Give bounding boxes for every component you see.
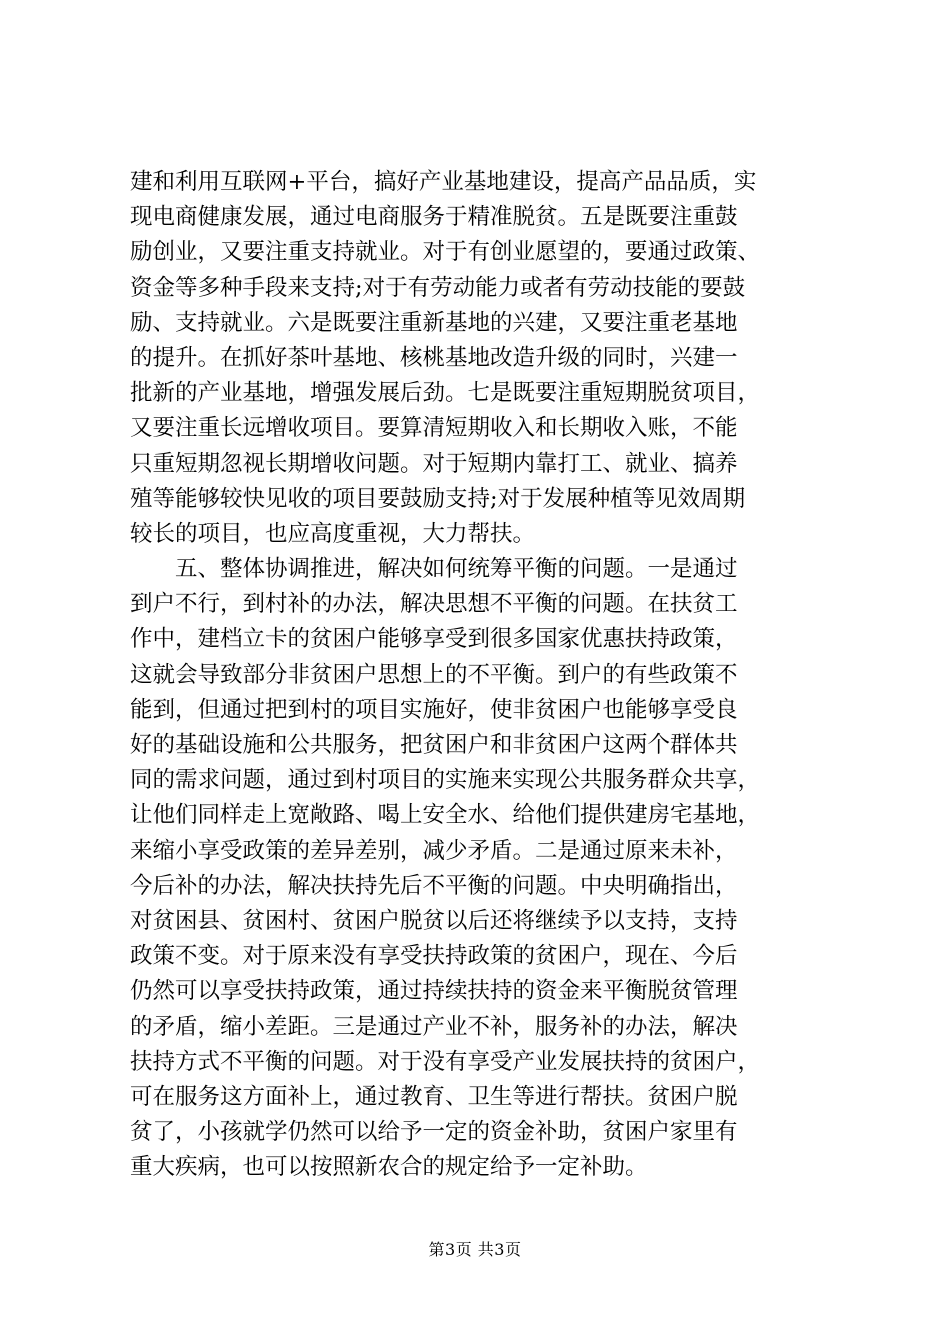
text-line: 重大疾病，也可以按照新农合的规定给予一定补助。 [130,1154,648,1181]
text-line: 的提升。在抓好茶叶基地、核桃基地改造升级的同时，兴建一 [130,344,738,371]
text-line: 现电商健康发展，通过电商服务于精准脱贫。五是既要注重鼓 [130,204,738,231]
text-line: 同的需求问题，通过到村项目的实施来实现公共服务群众共享， [130,767,761,794]
text-line: 又要注重长远增收项目。要算清短期收入和长期收入账，不能 [130,415,738,442]
text-line: 好的基础设施和公共服务，把贫困户和非贫困户这两个群体共 [130,732,738,758]
text-line: 让他们同样走上宽敞路、喝上安全水、给他们提供建房宅基地， [130,802,761,829]
text-line: 扶持方式不平衡的问题。对于没有享受产业发展扶持的贫困户， [130,1048,761,1075]
text-line: 这就会导致部分非贫困户思想上的不平衡。到户的有些政策不 [130,661,738,688]
text-line: 五、整体协调推进，解决如何统筹平衡的问题。一是通过 [130,556,738,583]
text-line: 到户不行，到村补的办法，解决思想不平衡的问题。在扶贫工 [130,591,738,618]
text-line: 资金等多种手段来支持;对于有劳动能力或者有劳动技能的要鼓 [130,274,746,301]
text-line: 励创业，又要注重支持就业。对于有创业愿望的，要通过政策、 [130,239,761,266]
text-line: 的矛盾，缩小差距。三是通过产业不补，服务补的办法，解决 [130,1013,738,1040]
page-footer: 第3页 共3页 [428,1240,522,1259]
text-line: 能到，但通过把到村的项目实施好，使非贫困户也能够享受良 [130,696,738,723]
text-line: 今后补的办法，解决扶持先后不平衡的问题。中央明确指出， [130,872,738,899]
text-line: 来缩小享受政策的差异差别，减少矛盾。二是通过原来未补， [130,837,738,864]
text-line: 作中，建档立卡的贫困户能够享受到很多国家优惠扶持政策， [130,626,738,653]
text-line: 励、支持就业。六是既要注重新基地的兴建，又要注重老基地 [130,309,738,336]
text-line: 殖等能够较快见收的项目要鼓励支持;对于发展种植等见效周期 [130,485,746,512]
text-line: 批新的产业基地，增强发展后劲。七是既要注重短期脱贫项目， [130,380,761,407]
body-text [130,165,835,1185]
text-line: 建和利用互联网+平台，搞好产业基地建设，提高产品品质，实 [130,169,757,195]
text-line: 可在服务这方面补上，通过教育、卫生等进行帮扶。贫困户脱 [130,1083,738,1110]
text-line: 只重短期忽视长期增收问题。对于短期内靠打工、就业、搞养 [130,450,738,477]
text-line: 仍然可以享受扶持政策，通过持续扶持的资金来平衡脱贫管理 [130,978,738,1005]
text-line: 较长的项目，也应高度重视，大力帮扶。 [130,520,536,547]
text-line: 对贫困县、贫困村、贫困户脱贫以后还将继续予以支持，支持 [130,907,738,934]
text-line: 政策不变。对于原来没有享受扶持政策的贫困户，现在、今后 [130,943,738,970]
text-line: 贫了，小孩就学仍然可以给予一定的资金补助，贫困户家里有 [130,1119,738,1146]
